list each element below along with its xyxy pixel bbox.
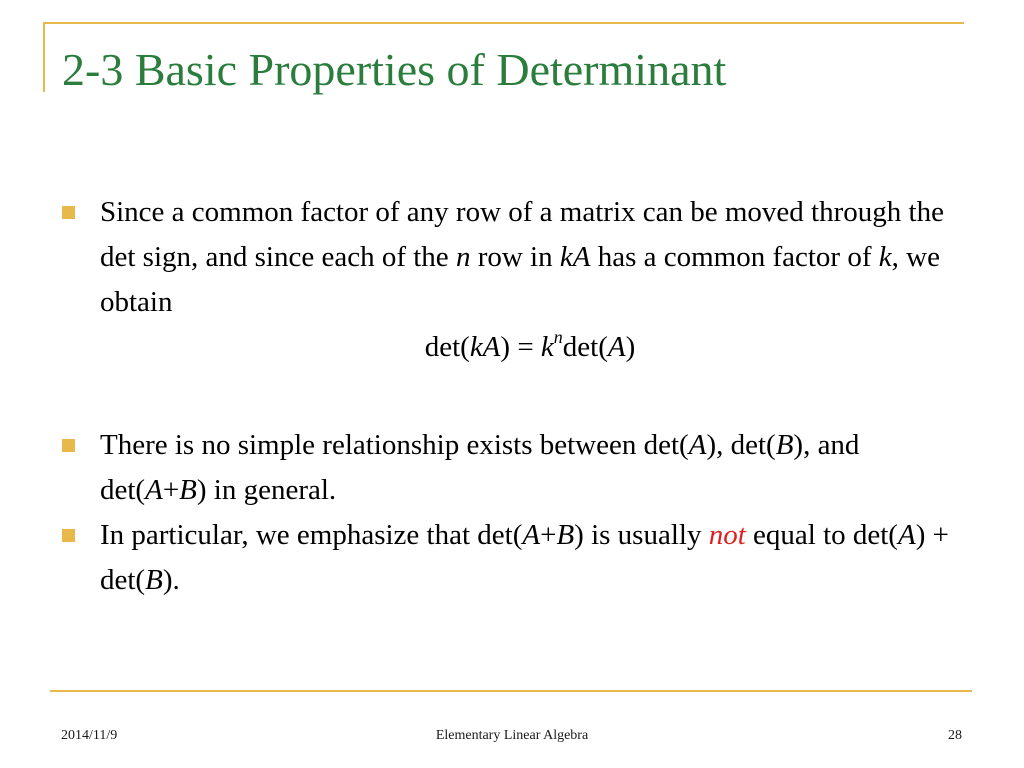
formula-exponent-n: n — [553, 327, 563, 348]
bullet-2-segment-2: ), det( — [706, 429, 776, 461]
bullet-square-icon — [62, 529, 75, 542]
bullet-3-segment-2: + — [540, 519, 557, 551]
bullet-1-segment-4: has a common factor of — [590, 241, 879, 273]
footer-page-number: 28 — [948, 728, 962, 743]
formula-a: A — [607, 331, 626, 363]
bullet-3-segment-1: A — [522, 519, 541, 551]
bullet-item-1 — [60, 190, 960, 325]
bullet-1-segment-5: k — [878, 241, 892, 273]
slide-body — [60, 190, 960, 603]
bullet-3-segment-7: A — [897, 519, 916, 551]
bullet-1-segment-3: kA — [559, 241, 591, 273]
bullet-3-segment-10: ). — [162, 564, 180, 596]
bullet-text-1 — [100, 196, 944, 318]
formula-det-open: det( — [424, 331, 470, 363]
bullet-2-segment-4: ), and det( — [100, 429, 860, 506]
formula-det-second: det( — [562, 331, 608, 363]
bullet-2-segment-6: + — [162, 474, 180, 506]
bullet-1-segment-2: row in — [470, 241, 560, 273]
formula-k: k — [540, 331, 554, 363]
bullet-text-3 — [100, 519, 949, 596]
bullet-2-segment-0: There is no simple relationship exists between det( — [100, 429, 689, 461]
bullet-text-2 — [100, 429, 859, 506]
footer-date: 2014/11/9 — [61, 728, 118, 743]
bullet-3-segment-4: ) is usually — [574, 519, 709, 551]
bullet-square-icon — [62, 439, 75, 452]
bullet-item-3 — [60, 513, 960, 603]
bullet-1-segment-6: , we obtain — [100, 241, 940, 318]
bullet-2-segment-5: A — [145, 474, 163, 506]
footer-course-title: Elementary Linear Algebra — [435, 728, 589, 743]
bullet-3-segment-3: B — [556, 519, 575, 551]
bullet-2-segment-3: B — [775, 429, 794, 461]
bullet-3-segment-0: In particular, we emphasize that det( — [100, 519, 523, 551]
bullet-1-segment-0: Since a common factor of any row of a matrix can be moved through the det sign, and since each of the — [100, 196, 944, 273]
bullet-2-segment-8: ) in general. — [196, 474, 337, 506]
bullet-item-2 — [60, 423, 960, 513]
slide-title: 2-3 Basic Properties of Determinant — [62, 44, 727, 95]
formula-equals: ) = — [500, 331, 541, 363]
bullet-square-icon — [62, 206, 75, 219]
frame-left-rule — [43, 22, 45, 92]
determinant-scaling-formula — [60, 325, 960, 370]
bullet-3-segment-8: ) + det( — [100, 519, 949, 596]
bullet-3-segment-9: B — [145, 564, 163, 596]
footer-rule — [50, 690, 972, 692]
bullet-3-segment-5: not — [708, 519, 746, 551]
bullet-2-segment-7: B — [179, 474, 197, 506]
bullet-2-segment-1: A — [688, 429, 707, 461]
formula-ka: kA — [469, 331, 501, 363]
frame-top-rule — [43, 22, 964, 24]
bullet-3-segment-6: equal to det( — [745, 519, 898, 551]
bullet-1-segment-1: n — [455, 241, 471, 273]
formula-close: ) — [625, 331, 636, 363]
